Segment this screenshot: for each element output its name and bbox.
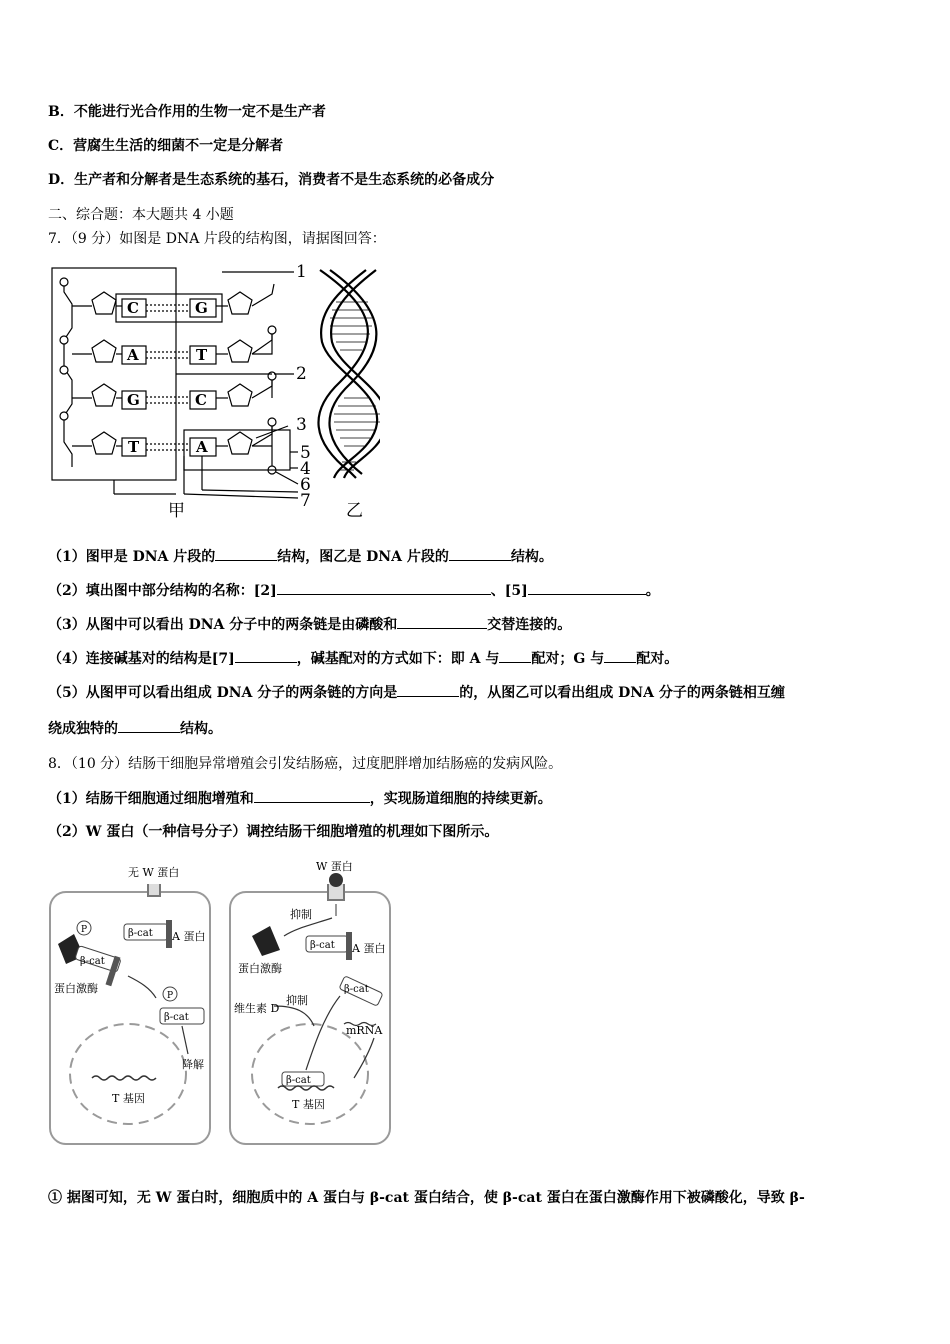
label-bcat-left: β-cat bbox=[128, 928, 153, 939]
label-3: 3 bbox=[296, 415, 307, 435]
label-degrade: 降解 bbox=[182, 1058, 204, 1071]
base-t-left: T bbox=[128, 438, 140, 456]
label-t-gene-left: T 基因 bbox=[112, 1092, 145, 1105]
label-a-protein-right: A 蛋白 bbox=[352, 942, 386, 955]
nucleus-left bbox=[70, 1024, 186, 1124]
label-1: 1 bbox=[296, 262, 307, 282]
blank[interactable] bbox=[397, 682, 459, 697]
blank[interactable] bbox=[397, 614, 487, 629]
blank[interactable] bbox=[499, 648, 531, 663]
label-a-protein-left: A 蛋白 bbox=[172, 930, 206, 943]
label-p2: P bbox=[167, 991, 174, 1001]
q7-sub5-cont: 绕成独特的 结构。 bbox=[48, 718, 222, 739]
label-6: 6 bbox=[300, 475, 311, 495]
label-4: 4 bbox=[300, 459, 311, 479]
option-c: C．营腐生生活的细菌不一定是分解者 bbox=[48, 138, 284, 154]
label-7: 7 bbox=[300, 491, 311, 511]
base-a-right: A bbox=[196, 438, 208, 456]
label-w-protein: W 蛋白 bbox=[316, 860, 353, 873]
w-protein-dot bbox=[329, 873, 343, 887]
q8-sub2: （2）W 蛋白（一种信号分子）调控结肠干细胞增殖的机理如下图所示。 bbox=[48, 824, 499, 840]
section-title: 二、综合题：本大题共 4 小题 bbox=[48, 207, 234, 223]
blank[interactable] bbox=[277, 580, 491, 595]
q8-sub2-analysis: ① 据图可知，无 W 蛋白时，细胞质中的 A 蛋白与 β-cat 蛋白结合，使 β-cat 蛋白在蛋白激酶作用下被磷酸化，导致 β- bbox=[48, 1190, 805, 1206]
label-inhibit-top: 抑制 bbox=[290, 908, 312, 921]
label-bcat-free: β-cat bbox=[344, 984, 369, 995]
double-helix bbox=[318, 270, 380, 478]
label-mrna: mRNA bbox=[346, 1024, 383, 1037]
blank[interactable] bbox=[604, 648, 636, 663]
label-t-gene-right: T 基因 bbox=[292, 1098, 325, 1111]
blank[interactable] bbox=[235, 648, 297, 663]
blank[interactable] bbox=[254, 788, 370, 803]
dna-structure-figure bbox=[50, 262, 380, 524]
q8-stem: 8．（10 分）结肠干细胞异常增殖会引发结肠癌，过度肥胖增加结肠癌的发病风险。 bbox=[48, 756, 563, 772]
base-g-right: G bbox=[195, 299, 208, 317]
label-vitamin-d: 维生素 D bbox=[234, 1002, 280, 1015]
blank[interactable] bbox=[118, 718, 180, 733]
base-c-left: C bbox=[127, 299, 139, 317]
label-bcat-nucleus: β-cat bbox=[286, 1075, 311, 1086]
label-yi: 乙 bbox=[346, 501, 363, 521]
label-bcat-bound: β-cat bbox=[80, 956, 105, 967]
option-d: D．生产者和分解者是生态系统的基石，消费者不是生态系统的必备成分 bbox=[48, 172, 495, 188]
base-g-left: G bbox=[127, 391, 140, 409]
base-t-right: T bbox=[196, 346, 208, 364]
blank[interactable] bbox=[215, 546, 277, 561]
q7-sub2: （2）填出图中部分结构的名称：[2] 、[5] 。 bbox=[48, 580, 660, 601]
w-protein-figure bbox=[44, 856, 396, 1150]
label-kinase-left: 蛋白激酶 bbox=[54, 982, 98, 995]
option-b: B．不能进行光合作用的生物一定不是生产者 bbox=[48, 104, 326, 120]
label-bcat-phos: β-cat bbox=[164, 1012, 189, 1023]
label-5: 5 bbox=[300, 443, 311, 463]
label-2: 2 bbox=[296, 364, 307, 384]
q7-sub5: （5）从图甲可以看出组成 DNA 分子的两条链的方向是 的，从图乙可以看出组成 DNA 分子的两条链相互缠 bbox=[48, 682, 785, 703]
label-bcat-right: β-cat bbox=[310, 940, 335, 951]
receptor-left bbox=[148, 884, 160, 896]
label-jia: 甲 bbox=[168, 501, 185, 521]
q7-sub1: （1）图甲是 DNA 片段的 结构，图乙是 DNA 片段的 结构。 bbox=[48, 546, 553, 567]
base-c-right: C bbox=[195, 391, 207, 409]
label-p1: P bbox=[81, 925, 88, 935]
q7-sub3: （3）从图中可以看出 DNA 分子中的两条链是由磷酸和 交替连接的。 bbox=[48, 614, 571, 635]
label-kinase-right: 蛋白激酶 bbox=[238, 962, 282, 975]
label-no-w-protein: 无 W 蛋白 bbox=[128, 866, 180, 879]
base-a-left: A bbox=[127, 346, 139, 364]
label-inhibit-mid: 抑制 bbox=[286, 994, 308, 1007]
q7-sub4: （4）连接碱基对的结构是[7] ，碱基配对的方式如下：即 A 与 配对；G 与 配对。 bbox=[48, 648, 678, 669]
blank[interactable] bbox=[449, 546, 511, 561]
q7-stem: 7．（9 分）如图是 DNA 片段的结构图，请据图回答： bbox=[48, 231, 386, 247]
q8-sub1: （1）结肠干细胞通过细胞增殖和 ，实现肠道细胞的持续更新。 bbox=[48, 788, 552, 809]
blank[interactable] bbox=[528, 580, 646, 595]
